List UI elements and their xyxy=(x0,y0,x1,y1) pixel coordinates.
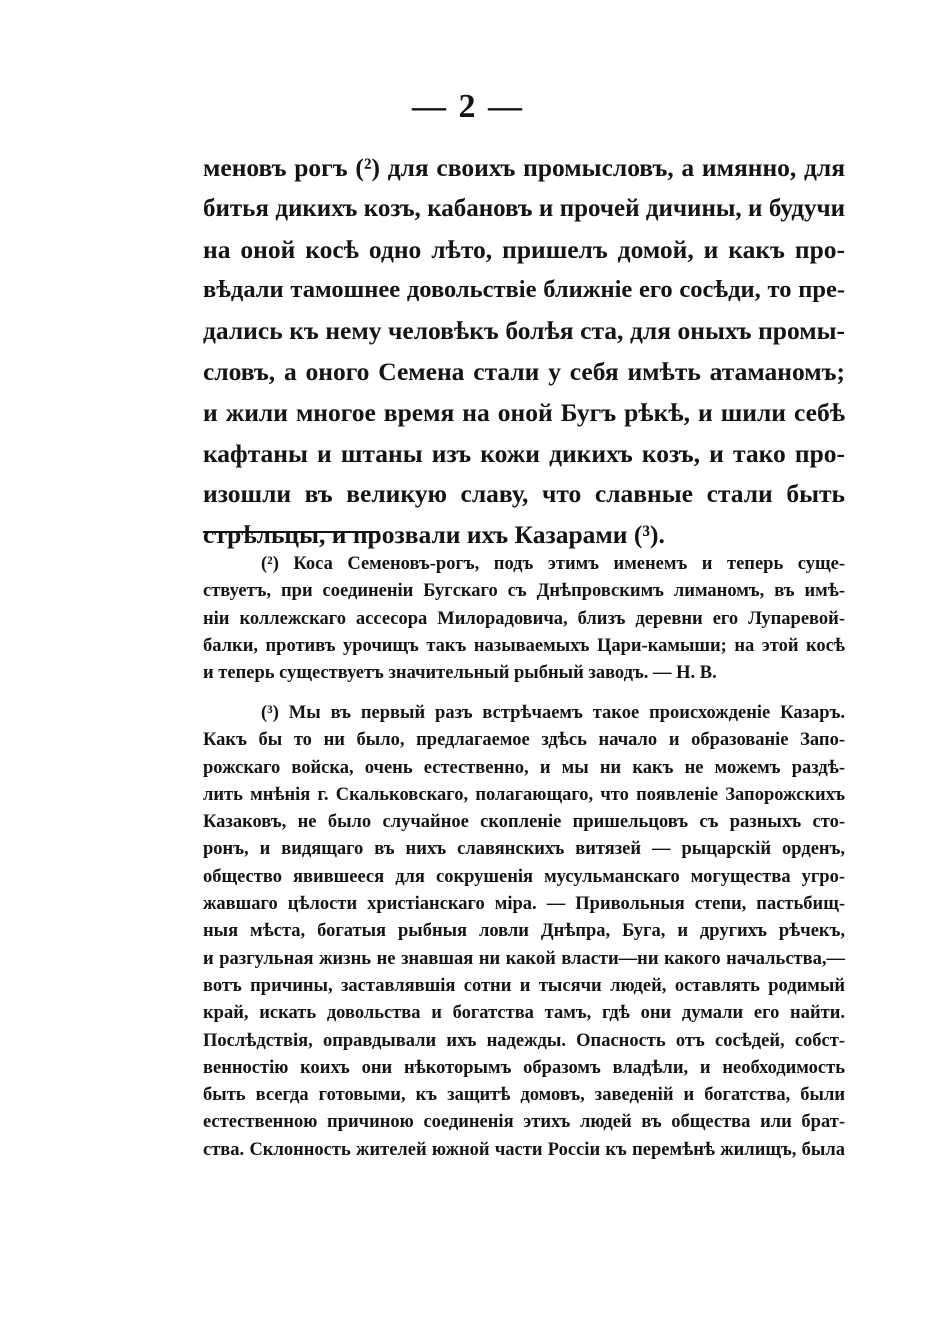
footnote-line: Послѣдствія, оправдывали ихъ надежды. Опасность отъ сосѣдей, собст- xyxy=(203,1030,845,1051)
footnote-line: ронъ, и видящаго въ нихъ славянскихъ витязей — рыцарскій орденъ, xyxy=(203,839,845,860)
text-line: изошли въ великую славу, что славные стали быть xyxy=(203,479,845,509)
footnote-line: ніи коллежскаго ассесора Милорадовича, близъ деревни его Лупаревой- xyxy=(203,608,845,629)
footnote-line: и разгульная жизнь не знавшая ни какой власти—ни какого начальства,— xyxy=(203,948,845,969)
footnote-line: жавшаго цѣлости христіанскаго міра. — Привольныя степи, пастьбищ- xyxy=(203,894,845,915)
footnote-line: ствуетъ, при соединеніи Бугскаго съ Днѣпровскимъ лиманомъ, въ имѣ- xyxy=(203,581,845,602)
main-text xyxy=(203,148,845,556)
text-line: битья дикихъ козъ, кабановъ и прочей дичины, и будучи xyxy=(203,194,845,222)
footnote-line: лить мнѣнія г. Скальковскаго, полагающаго, что появленіе Запорожскихъ xyxy=(203,784,845,805)
text-line: вѣдали тамошнее довольствіе ближніе его сосѣди, то пре- xyxy=(203,276,845,304)
text-line: меновъ рогъ (²) для своихъ промысловъ, а имянно, для xyxy=(203,153,845,182)
text-line: стрѣльцы, и прозвали ихъ Казарами (³). xyxy=(203,520,665,550)
footnote-line: (²) Коса Семеновъ-рогъ, подъ этимъ именемъ и теперь суще- xyxy=(261,554,845,574)
footnote-line: вотъ причины, заставлявшія сотни и тысячи людей, оставлять родимый xyxy=(203,975,845,996)
footnote-line: балки, противъ урочищъ такъ называемыхъ Цари-камыши; на этой косѣ xyxy=(203,635,845,656)
footnote-line: и теперь существуетъ значительный рыбный заводъ. — Н. В. xyxy=(203,663,717,684)
text-line: словъ, а оного Семена стали у себя имѣть атаманомъ; xyxy=(203,356,845,386)
text-line: кафтаны и штаны изъ кожи дикихъ козъ, и тако про- xyxy=(203,438,845,468)
footnote-line: рожскаго войска, очень естественно, и мы ни какъ не можемъ раздѣ- xyxy=(203,757,845,778)
footnote-2 xyxy=(203,551,845,687)
footnote-line: общество явившееся для сокрушенія мусульманскаго могущества угро- xyxy=(203,866,845,887)
footnote-line: край, искать довольства и богатства тамъ, гдѣ они думали его найти. xyxy=(203,1003,845,1024)
page-number: — 2 — xyxy=(412,88,524,125)
footnote-line: ства. Склонность жителей южной части Россіи къ перемѣнѣ жилищъ, была xyxy=(203,1139,845,1160)
text-line: и жили многое время на оной Бугъ рѣкѣ, и шили себѣ xyxy=(203,397,845,427)
footnote-divider xyxy=(203,531,379,533)
footnote-line: естественною причиною соединенія этихъ людей въ общества или брат- xyxy=(203,1112,845,1133)
text-line: дались къ нему человѣкъ болѣя ста, для оныхъ промы- xyxy=(203,316,845,346)
footnote-line: венностію коихъ они нѣкоторымъ образомъ владѣли, и необходимость xyxy=(203,1057,845,1078)
footnote-3 xyxy=(203,700,845,1164)
footnote-line: Какъ бы то ни было, предлагаемое здѣсь начало и образованіе Запо- xyxy=(203,730,845,751)
footnote-line: быть всегда готовыми, къ защитѣ домовъ, заведеній и богатства, были xyxy=(203,1085,845,1106)
footnote-line: Казаковъ, не было случайное скопленіе пришельцовъ съ разныхъ сто- xyxy=(203,812,845,833)
text-line: на оной косѣ одно лѣто, пришелъ домой, и какъ про- xyxy=(203,234,845,264)
footnote-line: ныя мѣста, богатыя рыбныя ловли Днѣпра, Буга, и другихъ рѣчекъ, xyxy=(203,921,845,942)
footnote-line: (³) Мы въ первый разъ встрѣчаемъ такое происхожденіе Казаръ. xyxy=(261,703,845,723)
